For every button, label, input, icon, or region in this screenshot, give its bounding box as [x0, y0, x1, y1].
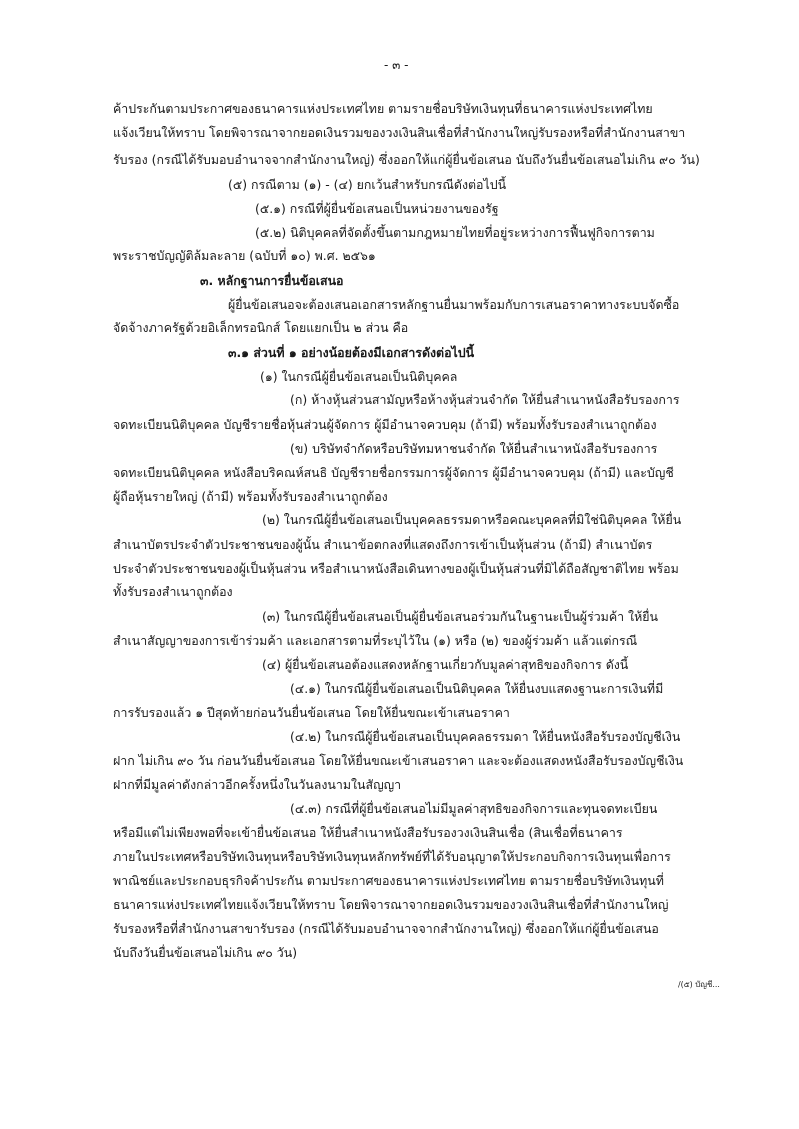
text-line: ค้าประกันตามประกาศของธนาคารแห่งประเทศไทย ตามรายชื่อบริษัทเงินทุนที่ธนาคารแห่งประเทศไทย	[113, 101, 653, 116]
text-line: (๔.๓) กรณีที่ผู้ยื่นข้อเสนอไม่มีมูลค่าสุทธิของกิจการและทุนจดทะเบียน	[290, 801, 658, 816]
text-line: การรับรองแล้ว ๑ ปีสุดท้ายก่อนวันยื่นข้อเสนอ โดยให้ยื่นขณะเข้าเสนอราคา	[113, 705, 510, 720]
text-line: ผู้ยื่นข้อเสนอจะต้องเสนอเอกสารหลักฐานยื่นมาพร้อมกับการเสนอราคาทางระบบจัดซื้อ	[228, 297, 680, 312]
text-line: (๑) ในกรณีผู้ยื่นข้อเสนอเป็นนิติบุคคล	[260, 369, 458, 384]
text-line: ทั้งรับรองสำเนาถูกต้อง	[113, 584, 233, 599]
text-line: ฝาก ไม่เกิน ๙๐ วัน ก่อนวันยื่นข้อเสนอ โดยให้ยื่นขณะเข้าเสนอราคา และจะต้องแสดงหนังสือรับรองบัญชีเงิน	[113, 753, 684, 768]
text-line: รับรอง (กรณีได้รับมอบอำนาจจากสำนักงานใหญ่) ซึ่งออกให้แก่ผู้ยื่นข้อเสนอ นับถึงวันยื่นข้อเสนอไม่เกิน ๙๐ วัน)	[113, 152, 700, 167]
continuation-footer: /(๕) บัญชี...	[678, 980, 720, 989]
text-line: (๔.๑) ในกรณีผู้ยื่นข้อเสนอเป็นนิติบุคคล ให้ยื่นงบแสดงฐานะการเงินที่มี	[290, 681, 664, 696]
text-line: แจ้งเวียนให้ทราบ โดยพิจารณาจากยอดเงินรวมของวงเงินสินเชื่อที่สำนักงานใหญ่รับรองหรือที่สำนักงานสาขา	[113, 125, 686, 140]
text-line: สำเนาสัญญาของการเข้าร่วมค้า และเอกสารตามที่ระบุไว้ใน (๑) หรือ (๒) ของผู้ร่วมค้า แล้วแต่กรณี	[113, 633, 638, 648]
text-line: ธนาคารแห่งประเทศไทยแจ้งเวียนให้ทราบ โดยพิจารณาจากยอดเงินรวมของวงเงินสินเชื่อที่สำนักงานใหญ่	[113, 897, 669, 912]
text-line: (๓) ในกรณีผู้ยื่นข้อเสนอเป็นผู้ยื่นข้อเสนอร่วมกันในฐานะเป็นผู้ร่วมค้า ให้ยื่น	[262, 609, 658, 624]
text-line: (๔) ผู้ยื่นข้อเสนอต้องแสดงหลักฐานเกี่ยวกับมูลค่าสุทธิของกิจการ ดังนี้	[262, 657, 629, 672]
text-line: สำเนาบัตรประจำตัวประชาชนของผู้นั้น สำเนาข้อตกลงที่แสดงถึงการเข้าเป็นหุ้นส่วน (ถ้ามี) สำเนาบัตร	[113, 537, 653, 552]
subsection-heading: ๓.๑ ส่วนที่ ๑ อย่างน้อยต้องมีเอกสารดังต่อไปนี้	[228, 345, 475, 360]
text-line: พระราชบัญญัติล้มละลาย (ฉบับที่ ๑๐) พ.ศ. ๒๕๖๑	[113, 248, 376, 263]
page-number: - ๓ -	[384, 58, 409, 72]
text-line: (๒) ในกรณีผู้ยื่นข้อเสนอเป็นบุคคลธรรมดาหรือคณะบุคคลที่มิใช่นิติบุคคล ให้ยื่น	[262, 512, 682, 527]
text-line: รับรองหรือที่สำนักงานสาขารับรอง (กรณีได้รับมอบอำนาจจากสำนักงานใหญ่) ซึ่งออกให้แก่ผู้ยื่นข้อเสนอ	[113, 921, 659, 936]
text-line: (๕) กรณีตาม (๑) - (๔) ยกเว้นสำหรับกรณีดังต่อไปนี้	[228, 177, 507, 192]
text-line: หรือมีแต่ไม่เพียงพอที่จะเข้ายื่นข้อเสนอ ให้ยื่นสำเนาหนังสือรับรองวงเงินสินเชื่อ (สินเชื่อที่ธนาคาร	[113, 825, 623, 840]
text-line: ประจำตัวประชาชนของผู้เป็นหุ้นส่วน หรือสำเนาหนังสือเดินทางของผู้เป็นหุ้นส่วนที่มิได้ถือสัญชาติไทย พร้อม	[113, 561, 679, 576]
text-line: จดทะเบียนนิติบุคคล บัญชีรายชื่อหุ้นส่วนผู้จัดการ ผู้มีอำนาจควบคุม (ถ้ามี) พร้อมทั้งรับรองสำเนาถูกต้อง	[113, 417, 657, 432]
text-line: ฝากที่มีมูลค่าดังกล่าวอีกครั้งหนึ่งในวันลงนามในสัญญา	[113, 777, 402, 792]
text-line: (ก) ห้างหุ้นส่วนสามัญหรือห้างหุ้นส่วนจำกัด ให้ยื่นสำเนาหนังสือรับรองการ	[290, 392, 680, 407]
text-line: (๔.๒) ในกรณีผู้ยื่นข้อเสนอเป็นบุคคลธรรมดา ให้ยื่นหนังสือรับรองบัญชีเงิน	[290, 729, 681, 744]
text-line: พาณิชย์และประกอบธุรกิจค้าประกัน ตามประกาศของธนาคารแห่งประเทศไทย ตามรายชื่อบริษัทเงินทุนที่	[113, 873, 664, 888]
text-line: ภายในประเทศหรือบริษัทเงินทุนหรือบริษัทเงินทุนหลักทรัพย์ที่ได้รับอนุญาตให้ประกอบกิจการเงินทุนเพื่อการ	[113, 849, 671, 864]
text-line: (๕.๑) กรณีที่ผู้ยื่นข้อเสนอเป็นหน่วยงานของรัฐ	[255, 201, 499, 216]
text-line: นับถึงวันยื่นข้อเสนอไม่เกิน ๙๐ วัน)	[113, 945, 298, 960]
text-line: จดทะเบียนนิติบุคคล หนังสือบริคณห์สนธิ บัญชีรายชื่อกรรมการผู้จัดการ ผู้มีอำนาจควบคุม (ถ้ามี) และบัญชี	[113, 465, 674, 480]
text-line: ผู้ถือหุ้นรายใหญ่ (ถ้ามี) พร้อมทั้งรับรองสำเนาถูกต้อง	[113, 489, 388, 504]
section-heading: ๓. หลักฐานการยื่นข้อเสนอ	[200, 273, 344, 288]
text-line: จัดจ้างภาครัฐด้วยอิเล็กทรอนิกส์ โดยแยกเป็น ๒ ส่วน คือ	[113, 320, 409, 335]
text-line: (๕.๒) นิติบุคคลที่จัดตั้งขึ้นตามกฎหมายไทยที่อยู่ระหว่างการฟื้นฟูกิจการตาม	[255, 225, 655, 240]
text-line: (ข) บริษัทจำกัดหรือบริษัทมหาชนจำกัด ให้ยื่นสำเนาหนังสือรับรองการ	[290, 441, 658, 456]
